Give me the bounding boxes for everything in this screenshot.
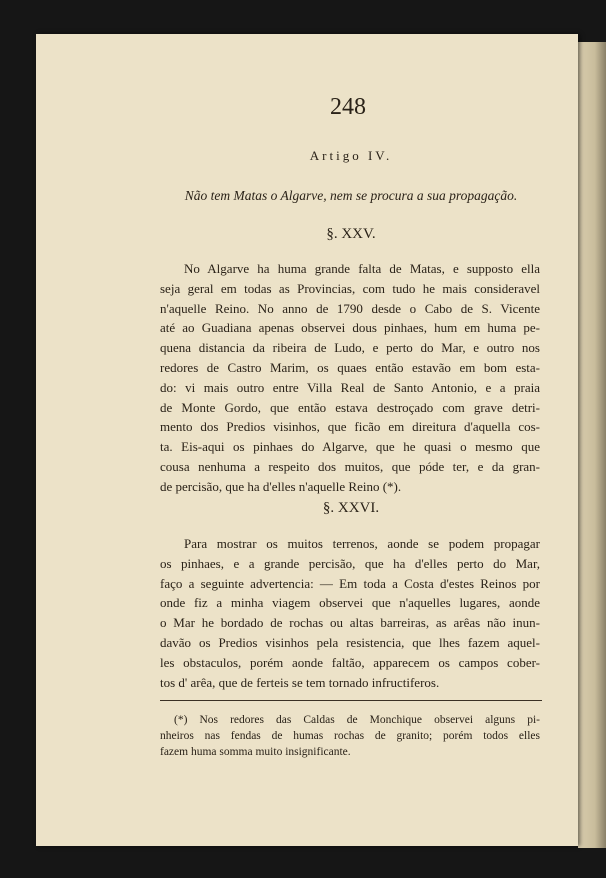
text-line: n'aquelle Reino. No anno de 1790 desde o Cabo de S. Vicente (160, 300, 540, 316)
paragraph-section-xxv (160, 259, 540, 497)
paragraph-section-xxvi (160, 534, 540, 692)
text-line: os pinhaes, e a grande percisão, que ha d'elles perto do Mar, (160, 555, 540, 571)
text-line: mento dos Predios visinhos, que ficão em direitura d'aquella cos- (160, 419, 540, 435)
text-line: até ao Guadiana apenas observei dous pinhaes, hum em huma pe- (160, 320, 540, 336)
article-heading: Artigo IV. (309, 148, 393, 163)
footnote-line: (*) Nos redores das Caldas de Monchique observei alguns pi- (174, 714, 540, 726)
text-line: quena distancia da ribeira de Ludo, e perto do Mar, e outro nos (160, 340, 540, 356)
footnote-divider (160, 700, 542, 701)
text-line: o Mar he bordado de rochas ou altas barreiras, as arêas não inun- (160, 615, 540, 631)
footnote-line: nheiros nas fendas de humas rochas de granito; porém todos elles (160, 730, 540, 742)
text-line: tos d' arêa, que de ferteis se tem tornado infructiferos. (160, 674, 440, 690)
footnote-line: fazem huma somma muito insignificante. (160, 746, 351, 758)
section-heading-xxvi: §. XXVI. (322, 500, 380, 516)
text-line: seja geral em todas as Provincias, com tudo he mais consideravel (160, 280, 540, 296)
text-line: de Monte Gordo, que então estava destroçado com grave detri- (160, 399, 540, 415)
text-line: do: vi mais outro entre Villa Real de Santo Antonio, e a praia (160, 379, 540, 395)
text-line: onde fiz a minha viagem observei que n'aquelles lugares, aonde (160, 595, 540, 611)
text-line: ta. Eis-aqui os pinhaes do Algarve, que he quasi o mesmo que (160, 439, 540, 455)
text-line: faço a seguinte advertencia: — Em toda a Costa d'estes Reinos por (160, 575, 540, 591)
text-line: cousa nenhuma a respeito dos muitos, que póde ter, e da gran- (160, 458, 540, 474)
text-line: redores de Castro Marim, os quaes então estavão em bom esta- (160, 359, 540, 375)
page-number: 248 (330, 94, 366, 120)
text-line: No Algarve ha huma grande falta de Matas, e supposto ella (184, 261, 540, 276)
facing-page-edge (578, 42, 606, 848)
footnote (160, 712, 540, 760)
text-line: les obstaculos, porém aonde faltão, apparecem os campos cober- (160, 654, 540, 670)
section-heading-xxv: §. XXV. (326, 226, 376, 242)
text-line: davão os Predios visinhos pela resistencia, que lhes fazem aquel- (160, 634, 540, 650)
text-line: de percisão, que ha d'elles n'aquelle Reino (*). (160, 478, 402, 494)
text-line: Para mostrar os muitos terrenos, aonde se podem propagar (184, 536, 540, 551)
article-subtitle: Não tem Matas o Algarve, nem se procura a sua propagação. (184, 188, 518, 203)
